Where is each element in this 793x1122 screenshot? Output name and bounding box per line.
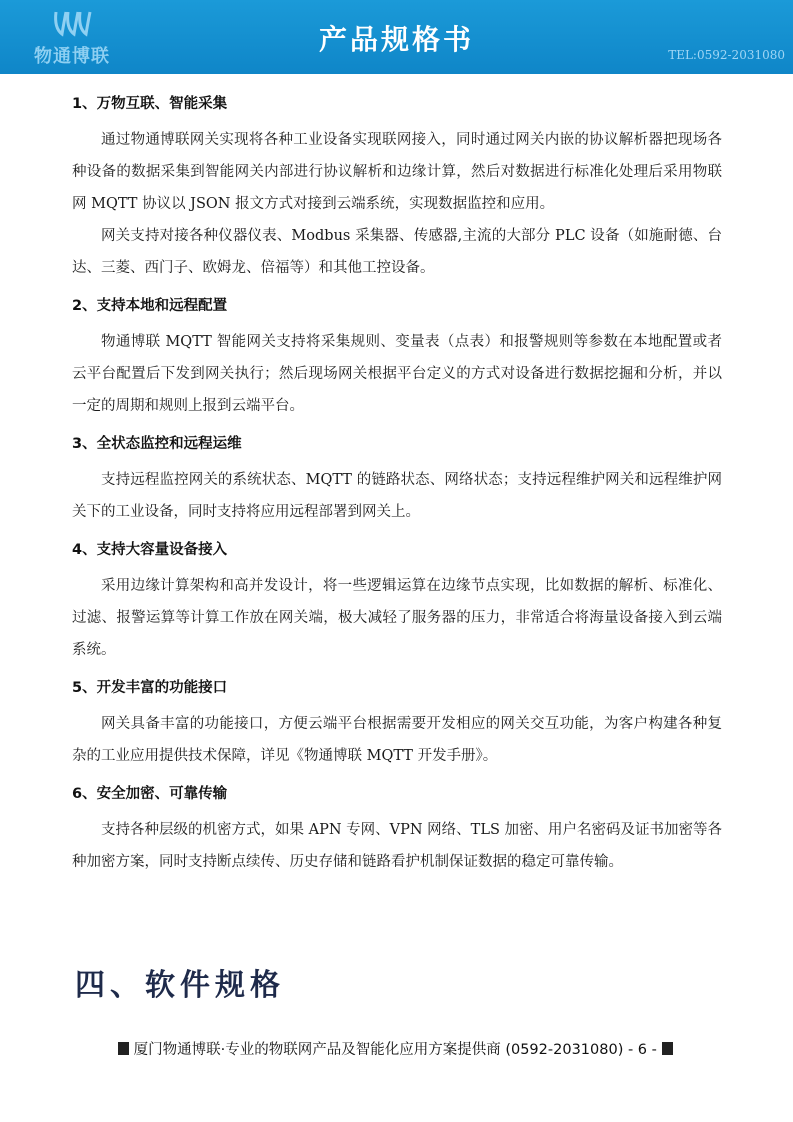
square-bullet-icon <box>662 1042 673 1055</box>
page-footer <box>118 1038 728 1059</box>
section-title: 3、全状态监控和远程运维 <box>72 436 242 452</box>
page-number: - 6 - <box>627 1042 657 1058</box>
paragraph: 采用边缘计算架构和高并发设计，将一些逻辑运算在边缘节点实现，比如数据的解析、标准化、过滤、报警运算等计算工作放在网关端，极大减轻了服务器的压力，非常适合将海量设备接入到云端系统。 <box>72 578 722 658</box>
document-title: 产品规格书 <box>318 23 474 56</box>
paragraph: 网关具备丰富的功能接口，方便云端平台根据需要开发相应的网关交互功能，为客户构建各种复杂的工业应用提供技术保障，详见《物通博联 MQTT 开发手册》。 <box>72 716 722 764</box>
paragraph: 物通博联 MQTT 智能网关支持将采集规则、变量表（点表）和报警规则等参数在本地配置或者云平台配置后下发到网关执行；然后现场网关根据平台定义的方式对设备进行数据挖掘和分析，并以一定的周期和规则上报到云端平台。 <box>72 334 722 414</box>
page-header <box>0 0 793 74</box>
logo-text: 物通博联 <box>34 46 110 67</box>
paragraph: 支持远程监控网关的系统状态、MQTT 的链路状态、网络状态；支持远程维护网关和远程维护网关下的工业设备，同时支持将应用远程部署到网关上。 <box>72 472 722 520</box>
paragraph: 网关支持对接各种仪器仪表、Modbus 采集器、传感器,主流的大部分 PLC 设备（如施耐德、台达、三菱、西门子、欧姆龙、倍福等）和其他工控设备。 <box>72 228 722 276</box>
section-title: 6、安全加密、可靠传输 <box>72 786 228 802</box>
paragraph: 通过物通博联网关实现将各种工业设备实现联网接入，同时通过网关内嵌的协议解析器把现场各种设备的数据采集到智能网关内部进行协议解析和边缘计算，然后对数据进行标准化处理后采用物联网 MQTT 协议以 JSON 报文方式对接到云端系统，实现数据监控和应用。 <box>72 132 722 212</box>
paragraph: 支持各种层级的机密方式，如果 APN 专网、VPN 网络、TLS 加密、用户名密码及证书加密等各种加密方案，同时支持断点续传、历史存储和链路看护机制保证数据的稳定可靠传输。 <box>72 822 722 870</box>
chapter-title: 四、软件规格 <box>75 968 285 1003</box>
section-title: 2、支持本地和远程配置 <box>72 298 228 314</box>
main-content <box>72 94 722 878</box>
square-bullet-icon <box>118 1042 129 1055</box>
section-title: 1、万物互联、智能采集 <box>72 96 228 112</box>
section-title: 5、开发丰富的功能接口 <box>72 680 228 696</box>
footer-text: 厦门物通博联·专业的物联网产品及智能化应用方案提供商 (0592-2031080) <box>133 1042 624 1058</box>
section-title: 4、支持大容量设备接入 <box>72 542 228 558</box>
header-telephone: TEL:0592-2031080 <box>668 48 785 62</box>
